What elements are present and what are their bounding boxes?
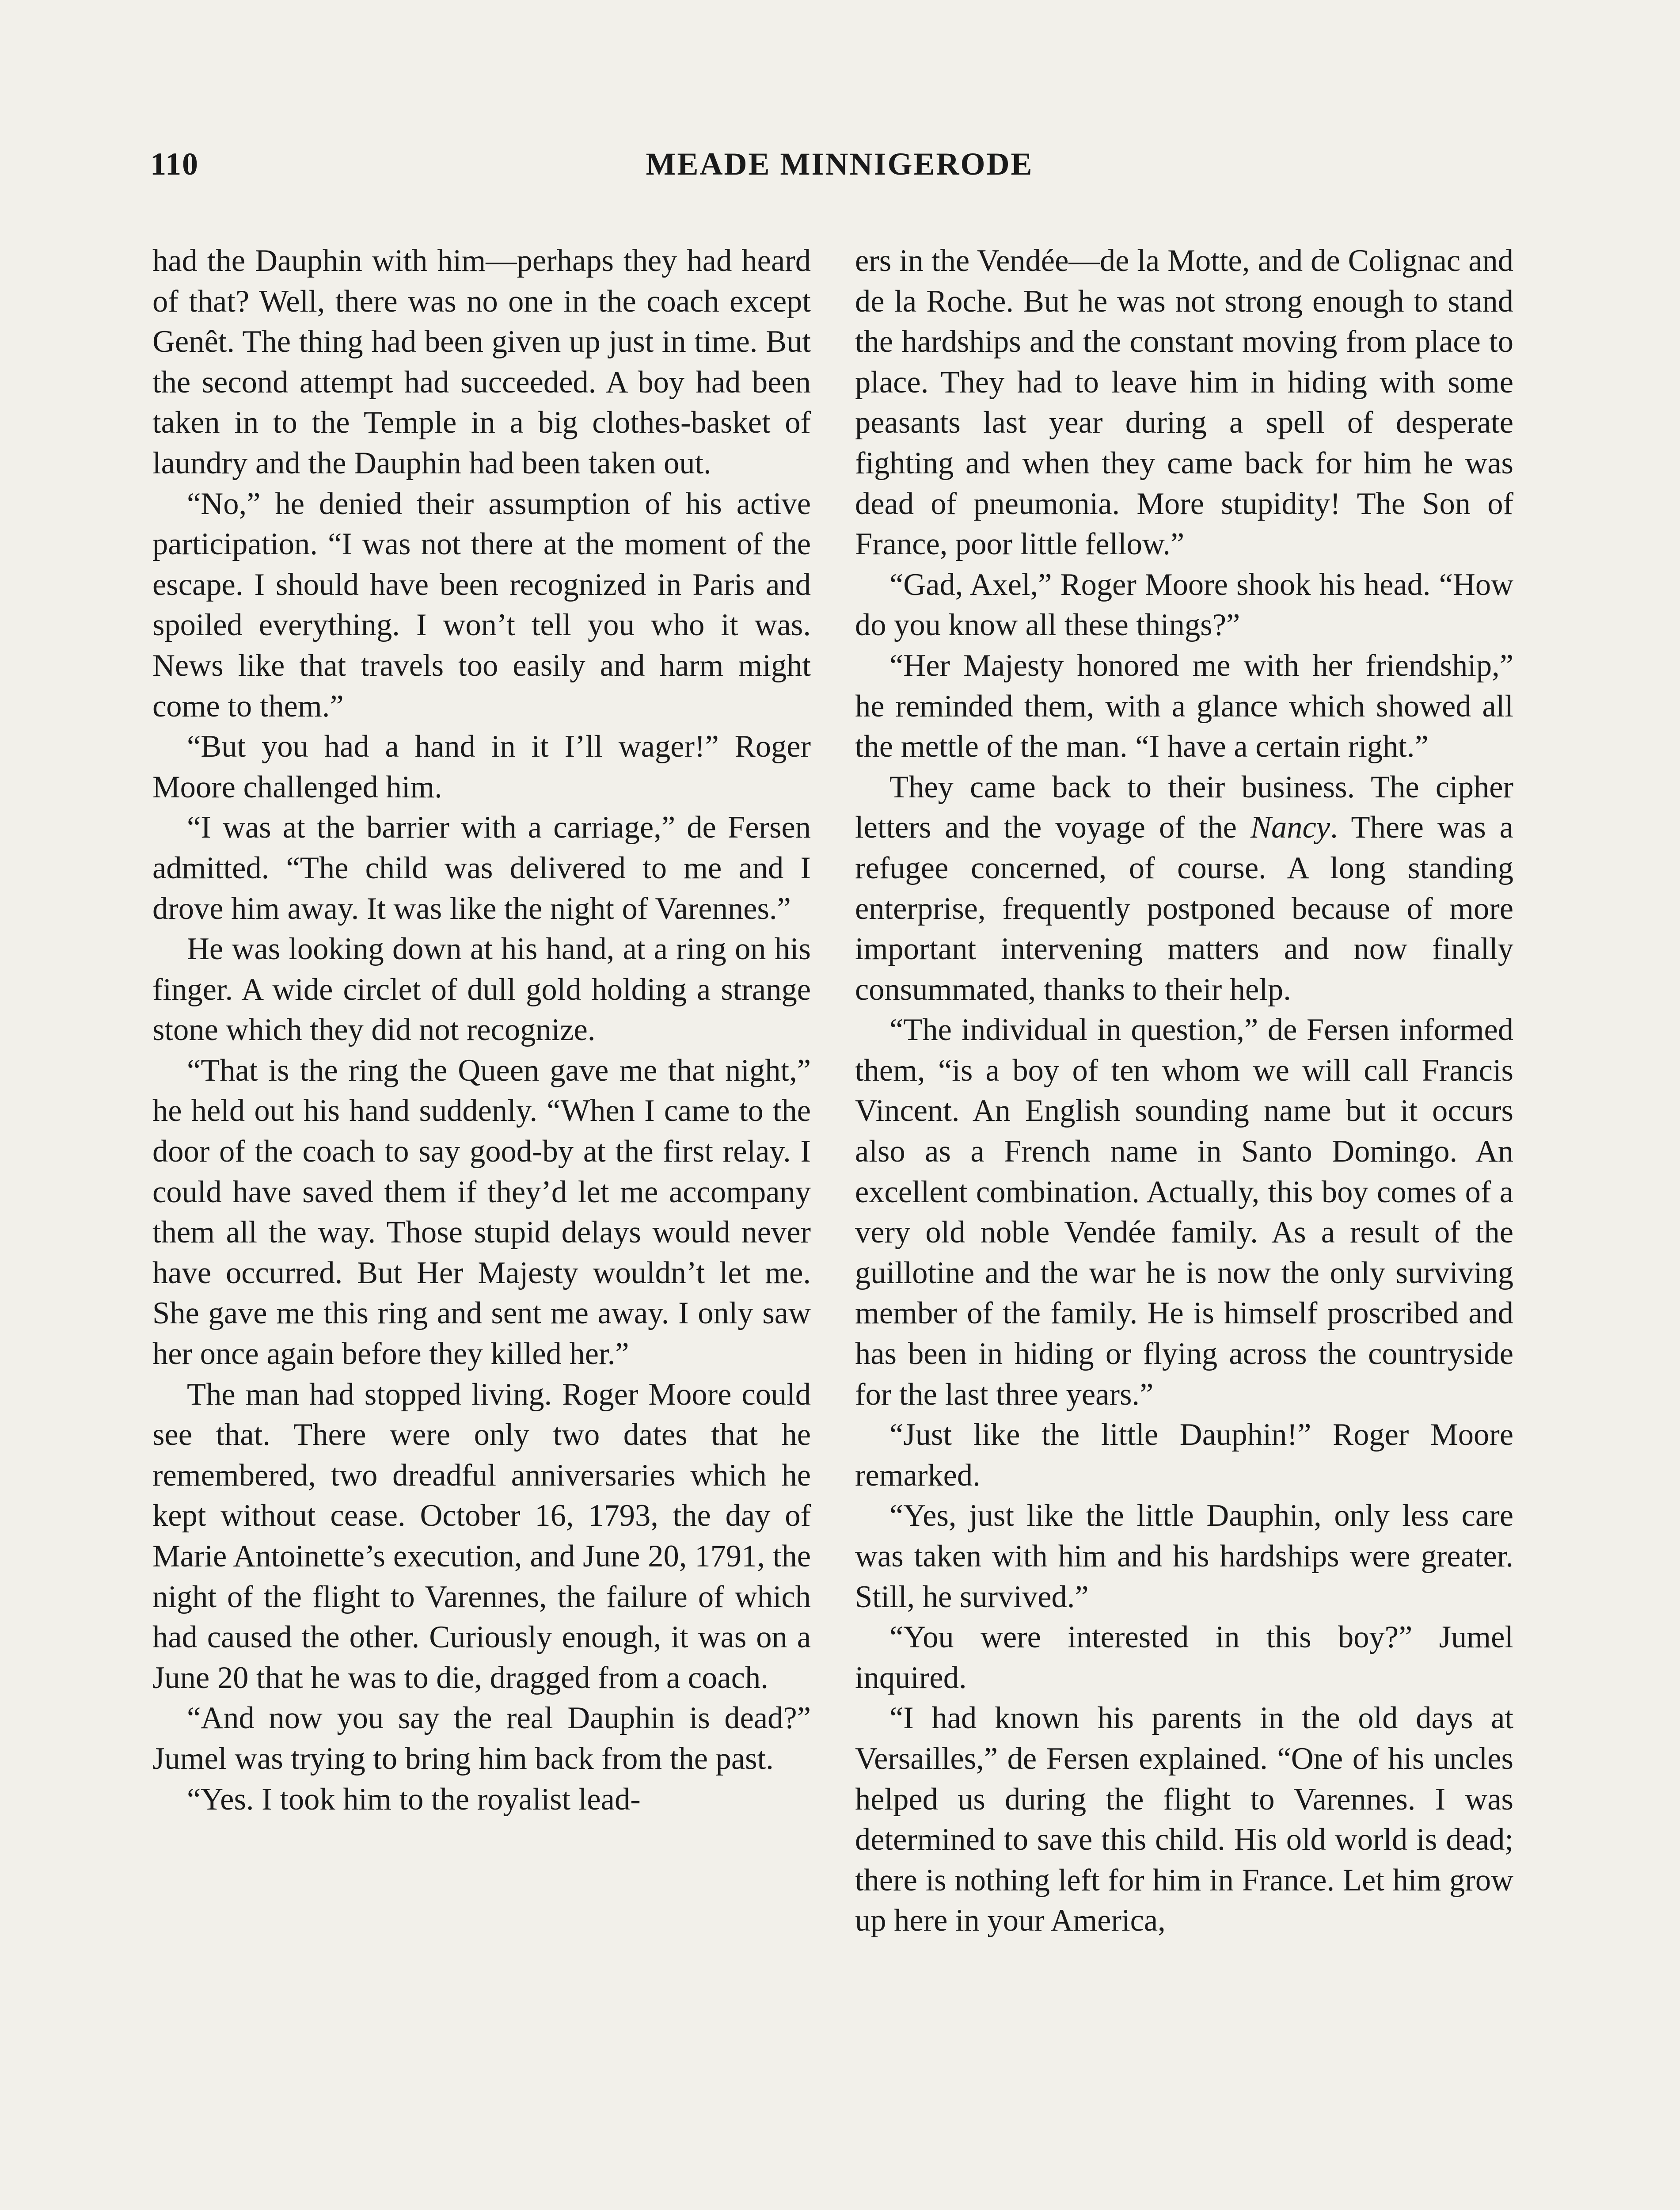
paragraph-text: . There was a refugee concerned, of course. A long standing enterprise, frequently postponed because of more important intervening matters and now finally consummated, thanks to their help. bbox=[855, 810, 1514, 1007]
paragraph: “Yes. I took him to the royalist lead- bbox=[187, 1782, 641, 1817]
paragraph-text: They came back to their business. The cipher letters and the voyage of the bbox=[855, 770, 1513, 845]
paragraph: “Gad, Axel,” Roger Moore shook his head. “How do you know all these things?” bbox=[855, 567, 1513, 643]
paragraph: had the Dauphin with him—perhaps they had heard of that? Well, there was no one in the coach except Genêt. The thing had been given up just in time. But the second attempt had succeeded. A boy had been taken in to the Temple in a big clothes-basket of laundry and the Dauphin had been taken out. bbox=[152, 244, 811, 480]
paragraph: “And now you say the real Dauphin is dead?” Jumel was trying to bring him back from the past. bbox=[152, 1701, 811, 1776]
page-header bbox=[150, 146, 1529, 194]
right-column bbox=[855, 241, 1513, 1941]
paragraph: “The individual in question,” de Fersen informed them, “is a boy of ten whom we will call Francis Vincent. An English sounding name but it occurs also as a French name in Santo Domingo. An excellent combination. Actually, this boy comes of a very old noble Vendée family. As a result of the guillotine and the war he is now the only surviving member of the family. He is himself proscribed and has been in hiding or flying across the countryside for the last three years.” bbox=[855, 1013, 1513, 1412]
paragraph: “You were interested in this boy?” Jumel inquired. bbox=[855, 1620, 1513, 1695]
left-column bbox=[152, 241, 811, 1820]
running-head: MEADE MINNIGERODE bbox=[646, 146, 1034, 182]
paragraph: “That is the ring the Queen gave me that night,” he held out his hand suddenly. “When I came to the door of the coach to say good-by at the first relay. I could have saved them if they’d let me accompany them all the way. Those stupid delays would never have occurred. But Her Majesty wouldn’t let me. She gave me this ring and sent me away. I only saw her once again before they killed her.” bbox=[152, 1053, 811, 1372]
paragraph: “But you had a hand in it I’ll wager!” Roger Moore challenged him. bbox=[152, 729, 811, 804]
paragraph: “Her Majesty honored me with her friendship,” he reminded them, with a glance which showed all the mettle of the man. “I have a certain right.” bbox=[855, 648, 1513, 764]
paragraph: The man had stopped living. Roger Moore could see that. There were only two dates that he remembered, two dreadful anniversaries which he kept without cease. October 16, 1793, the day of Marie Antoinette’s execution, and June 20, 1791, the night of the flight to Varennes, the failure of which had caused the other. Curiously enough, it was on a June 20 that he was to die, dragged from a coach. bbox=[152, 1377, 811, 1695]
paragraph: ers in the Vendée—de la Motte, and de Colignac and de la Roche. But he was not strong enough to stand the hardships and the constant moving from place to place. They had to leave him in hiding with some peasants last year during a spell of desperate fighting and when they came back for him he was dead of pneumonia. More stupidity! The Son of France, poor little fellow.” bbox=[855, 244, 1513, 562]
page-number: 110 bbox=[150, 146, 199, 182]
paragraph: “Yes, just like the little Dauphin, only less care was taken with him and his hardships were greater. Still, he survived.” bbox=[855, 1498, 1513, 1614]
paragraph: “I was at the barrier with a carriage,” de Fersen admitted. “The child was delivered to me and I drove him away. It was like the night of Varennes.” bbox=[152, 810, 811, 926]
paragraph: He was looking down at his hand, at a ring on his finger. A wide circlet of dull gold holding a strange stone which they did not recognize. bbox=[152, 932, 811, 1048]
paragraph: “Just like the little Dauphin!” Roger Moore remarked. bbox=[855, 1417, 1513, 1493]
paragraph: “No,” he denied their assumption of his active participation. “I was not there at the moment of the escape. I should have been recognized in Paris and spoiled everything. I won’t tell you who it was. News like that travels too easily and harm might come to them.” bbox=[152, 486, 811, 724]
paragraph-nancy bbox=[855, 767, 1513, 1010]
ship-name: Nancy bbox=[1250, 810, 1330, 845]
paragraph: “I had known his parents in the old days at Versailles,” de Fersen explained. “One of his uncles helped us during the flight to Varennes. I was determined to save this child. His old world is dead; there is nothing left for him in France. Let him grow up here in your America, bbox=[855, 1701, 1513, 1938]
